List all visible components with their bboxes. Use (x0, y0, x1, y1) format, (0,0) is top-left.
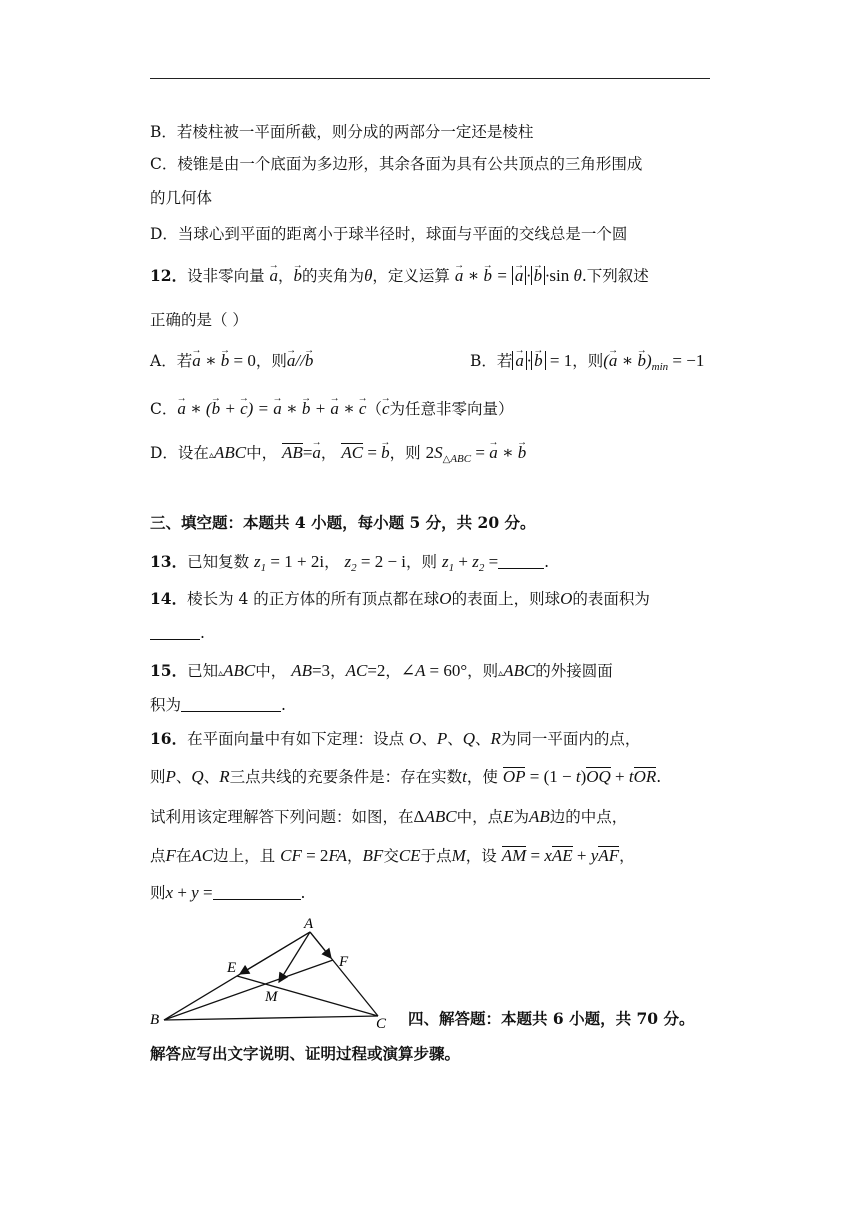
q11-option-c: C．棱锥是由一个底面为多边形，其余各面为具有公共顶点的三角形围成 (150, 155, 643, 173)
q12-option-a: A．若→ a ∗ → b = 0，则→ a//→ b (150, 350, 313, 372)
q11-option-d: D．当球心到平面的距离小于球半径时，球面与平面的交线总是一个圆 (150, 225, 628, 243)
q15-cont: 积为 . (150, 696, 286, 714)
triangle-figure (148, 912, 388, 1028)
q16-line-3: 试利用该定理解答下列问题：如图，在ΔABC中，点E为AB边的中点， (150, 807, 628, 826)
side-bc (164, 1016, 378, 1020)
label-e: E (227, 960, 237, 976)
label-b: B (150, 1012, 160, 1028)
q12-option-b: B．若→ a ·→ b = 1，则(→ a ∗ → $b)_{min} = -1$ (470, 350, 704, 378)
segment-ce (237, 976, 378, 1016)
q11-option-b: B．若棱柱被一平面所截，则分成的两部分一定还是棱柱 (150, 123, 534, 141)
q15: 15．已知▵ABC中， AB=3，AC=2，∠A = 60°，则▵ABC的外接圆面 (150, 661, 613, 680)
header-rule (150, 78, 710, 79)
vector-af (310, 932, 331, 958)
section-4-heading: 四、解答题：本题共 6 小题，共 70 分。 (408, 1009, 695, 1028)
vector-ae (240, 932, 310, 974)
section-4-instructions: 解答应写出文字说明、证明过程或演算步骤。 (150, 1044, 461, 1063)
q11-option-c-cont: 的几何体 (150, 189, 213, 207)
label-c: C (376, 1016, 387, 1028)
q12-option-d: D．设在▵ABC中， AB=→ a， AC = → b，则 $2S_{\triangle ABC}$ = → a ∗ → b (150, 442, 526, 471)
label-f: F (339, 954, 349, 970)
label-m: M (265, 989, 278, 1005)
q16-line-2: 则P、Q、R三点共线的充要条件是：存在实数t，使 OP = (1 − t)OQ + tOR. (150, 767, 662, 786)
q14-blank: . (150, 622, 205, 644)
q14: 14．棱长为 4 的正方体的所有顶点都在球O的表面上，则球O的表面积为 (150, 589, 650, 608)
q16-line-5: 则x + y = . (150, 883, 306, 902)
q13: 13．已知复数 $z_1 = 1 + 2i$， $z_2 = 2 - i$，则 $z_1 + z_2$ = . (150, 552, 550, 574)
vector-am (279, 932, 310, 982)
q16-line-1: 16．在平面向量中有如下定理：设点 O、P、Q、R为同一平面内的点， (150, 729, 641, 748)
q12-stem: 12．设非零向量 → a，→ b的夹角为θ，定义运算 → a ∗ → b = → a ·→ b ·sin θ.下列叙述 (150, 265, 649, 287)
section-3-heading: 三、填空题：本题共 4 小题，每小题 5 分，共 20 分。 (150, 513, 536, 532)
q12-option-c: C．→ a ∗ (→ b + → c) = → a ∗ → b + → a ∗ → c（→ c为任意非零向量） (150, 398, 514, 420)
label-a: A (304, 916, 314, 932)
q12-stem-cont: 正确的是（ ） (150, 311, 248, 329)
q16-line-4: 点F在AC边上，且 CF = 2FA，BF交CE于点M，设 AM = xAE + yAF， (150, 846, 635, 865)
